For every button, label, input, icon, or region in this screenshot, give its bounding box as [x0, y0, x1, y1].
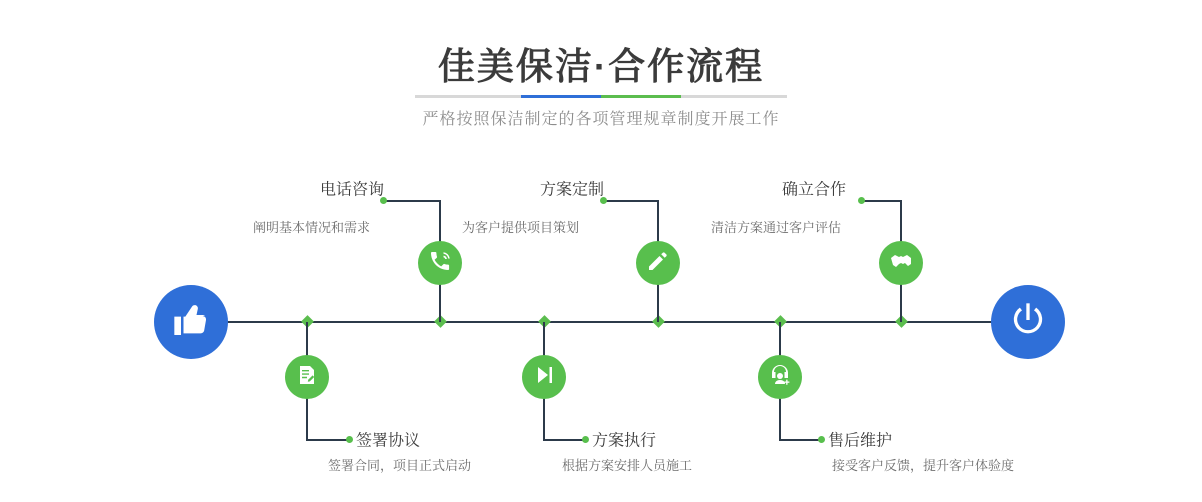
- step-title-1: 电话咨询: [320, 181, 385, 199]
- step-title-5: 确立合作: [782, 181, 847, 199]
- step-icon-2: [285, 355, 329, 399]
- connector-line: [306, 439, 350, 441]
- headset-add-icon: [768, 363, 792, 392]
- document-edit-icon: [295, 363, 319, 392]
- step-desc-2: 签署合同，项目正式启动: [328, 458, 472, 473]
- connector-line: [604, 200, 659, 202]
- pen-ruler-icon: [646, 249, 670, 278]
- step-title-3: 方案定制: [540, 181, 605, 199]
- connector-line: [543, 439, 585, 441]
- step-icon-4: [522, 355, 566, 399]
- handshake-icon: [889, 249, 913, 278]
- connector-dot: [582, 436, 589, 443]
- connector-line: [779, 439, 821, 441]
- connector-line: [862, 200, 902, 202]
- step-title-4: 方案执行: [592, 432, 657, 450]
- connector-dot: [858, 197, 865, 204]
- page-subtitle: 严格按照保洁制定的各项管理规章制度开展工作: [422, 111, 780, 128]
- step-title-2: 签署协议: [356, 432, 421, 450]
- step-icon-1: [418, 241, 462, 285]
- connector-line: [384, 200, 441, 202]
- step-icon-3: [636, 241, 680, 285]
- step-desc-5: 清洁方案通过客户评估: [711, 220, 842, 235]
- step-icon-5: [879, 241, 923, 285]
- end-node: [991, 285, 1065, 359]
- step-desc-6: 接受客户反馈，提升客户体验度: [832, 458, 1015, 473]
- step-title-6: 售后维护: [828, 432, 893, 450]
- connector-dot: [818, 436, 825, 443]
- step-desc-1: 阐明基本情况和需求: [253, 220, 371, 235]
- divider-segment-green: [601, 95, 681, 98]
- title-divider: [415, 95, 787, 98]
- connector-dot: [346, 436, 353, 443]
- start-node: [154, 285, 228, 359]
- step-desc-3: 为客户提供项目策划: [462, 220, 580, 235]
- step-desc-4: 根据方案安排人员施工: [562, 458, 693, 473]
- step-icon-6: [758, 355, 802, 399]
- page-title: 佳美保洁·合作流程: [437, 46, 765, 87]
- phone-icon: [428, 249, 452, 278]
- thumbs-up-icon: [171, 300, 211, 345]
- divider-segment-blue: [521, 95, 601, 98]
- power-icon: [1008, 300, 1048, 345]
- play-step-icon: [532, 363, 556, 392]
